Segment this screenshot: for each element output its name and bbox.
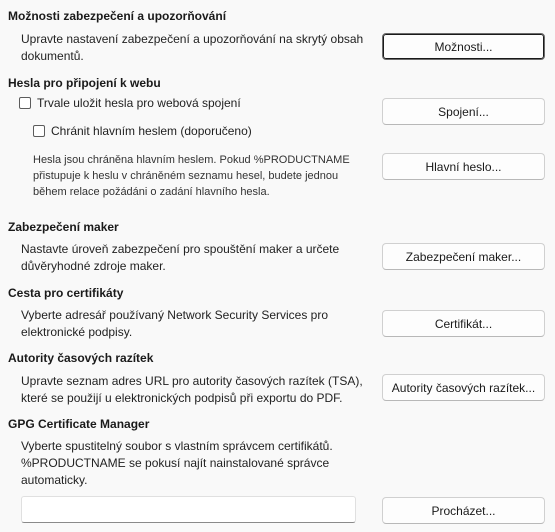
macro-security-heading: Zabezpečení maker xyxy=(8,220,119,234)
tsa-heading: Autority časových razítek xyxy=(8,351,154,365)
master-password-checkbox-box[interactable] xyxy=(33,125,45,137)
security-options-heading: Možnosti zabezpečení a upozorňování xyxy=(8,9,227,23)
browse-button[interactable]: Procházet... xyxy=(382,497,545,524)
gpg-description: Vyberte spustitelný soubor s vlastním správcem certifikátů. %PRODUCTNAME se pokusí najít nainstalované správce automaticky. xyxy=(21,439,333,487)
persist-passwords-label: Trvale uložit hesla pro webová spojení xyxy=(37,96,241,110)
connections-button[interactable]: Spojení... xyxy=(382,98,545,125)
certificate-button[interactable]: Certifikát... xyxy=(382,310,545,337)
gpg-path-value xyxy=(22,497,355,507)
master-password-info: Hesla jsou chráněna hlavním heslem. Pokud %PRODUCTNAME přistupuje k heslu v chráněném seznamu hesel, budete jednou během relace požádáni o zadání hlavního hesla. xyxy=(33,154,350,198)
gpg-path-input[interactable] xyxy=(21,496,356,523)
master-password-checkbox[interactable] xyxy=(33,124,252,138)
certificate-path-description: Vyberte adresář používaný Network Security Services pro elektronické podpisy. xyxy=(21,308,329,339)
security-options-button[interactable]: Možnosti... xyxy=(382,33,545,60)
macro-security-button[interactable]: Zabezpečení maker... xyxy=(382,243,545,270)
persist-passwords-checkbox[interactable] xyxy=(19,96,241,110)
persist-passwords-checkbox-box[interactable] xyxy=(19,97,31,109)
tsa-button[interactable]: Autority časových razítek... xyxy=(382,374,545,401)
web-passwords-heading: Hesla pro připojení k webu xyxy=(8,76,161,90)
master-password-button[interactable]: Hlavní heslo... xyxy=(382,153,545,180)
security-options-description: Upravte nastavení zabezpečení a upozorňování na skrytý obsah dokumentů. xyxy=(21,32,364,63)
macro-security-description: Nastavte úroveň zabezpečení pro spouštění maker a určete důvěryhodné zdroje maker. xyxy=(21,242,340,273)
master-password-label: Chránit hlavním heslem (doporučeno) xyxy=(51,124,252,138)
tsa-description: Upravte seznam adres URL pro autority časových razítek (TSA), které se použijí u elektronických podpisů při exportu do PDF. xyxy=(21,374,363,405)
certificate-path-heading: Cesta pro certifikáty xyxy=(8,286,124,300)
gpg-heading: GPG Certificate Manager xyxy=(8,417,150,431)
